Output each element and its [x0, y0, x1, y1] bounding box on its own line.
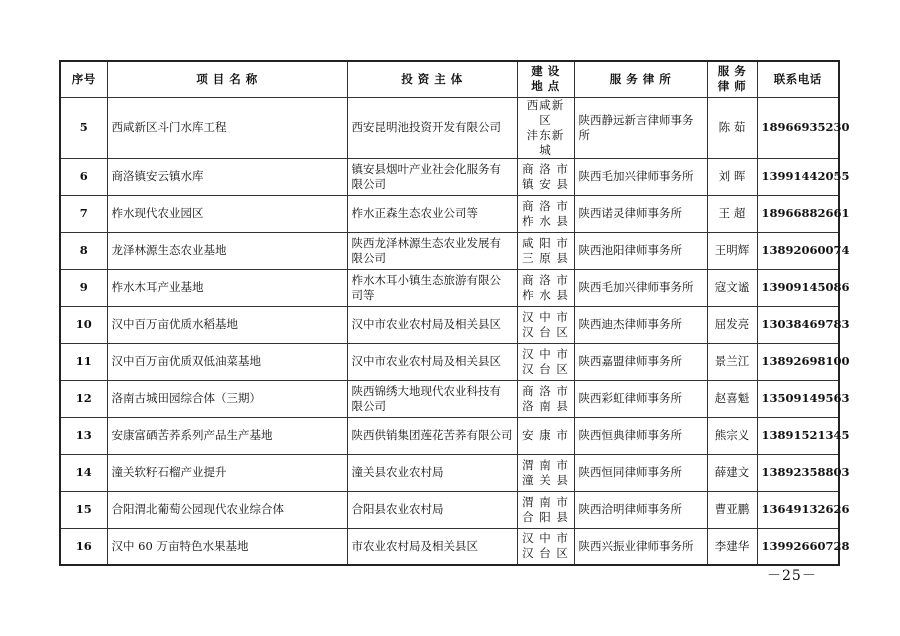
cell-firm — [574, 158, 707, 195]
cell-lawyer: 熊宗义 — [707, 417, 757, 454]
cell-lawyer: 李建华 — [707, 528, 757, 565]
cell-location-line: 安 康 市 — [522, 428, 569, 442]
table-row — [60, 232, 839, 269]
cell-project: 龙泽林源生态农业基地 — [107, 232, 347, 269]
cell-location — [517, 97, 574, 158]
cell-location — [517, 306, 574, 343]
cell-firm — [574, 306, 707, 343]
header-firm: 服 务 律 所 — [574, 61, 707, 97]
cell-firm-line: 陕西静远新言律师事务 — [578, 112, 694, 127]
cell-project: 汉中 60 万亩特色水果基地 — [107, 528, 347, 565]
cell-phone: 18966935230 — [757, 97, 839, 158]
cell-location-line: 汉 台 区 — [522, 361, 569, 376]
cell-investor-line: 合阳县农业农村局 — [351, 502, 444, 516]
cell-location-line: 西咸新区 — [526, 97, 565, 127]
cell-lawyer: 薛建文 — [707, 454, 757, 491]
cell-investor-line: 汉中市农业农村局及相关县区 — [351, 317, 501, 331]
cell-location — [517, 343, 574, 380]
cell-seq: 9 — [60, 269, 107, 306]
cell-investor — [347, 97, 517, 158]
cell-phone: 13649132626 — [757, 491, 839, 528]
cell-investor-line: 镇安县烟叶产业社会化服务有 — [351, 161, 501, 176]
header-lawyer-line: 服 务 — [717, 64, 747, 79]
cell-investor — [347, 491, 517, 528]
table-row — [60, 269, 839, 306]
cell-firm — [574, 232, 707, 269]
cell-phone: 13892358803 — [757, 454, 839, 491]
cell-investor — [347, 158, 517, 195]
header-seq: 序号 — [60, 61, 107, 97]
cell-project: 安康富硒苦荞系列产品生产基地 — [107, 417, 347, 454]
header-lawyer-line: 律 师 — [717, 79, 747, 94]
cell-firm-line: 陕西彩虹律师事务所 — [578, 391, 682, 405]
cell-investor — [347, 306, 517, 343]
cell-lawyer: 景兰江 — [707, 343, 757, 380]
cell-location-line: 汉 中 市 — [522, 531, 569, 546]
header-phone: 联系电话 — [757, 61, 839, 97]
cell-lawyer: 王明辉 — [707, 232, 757, 269]
cell-project: 汉中百万亩优质水稻基地 — [107, 306, 347, 343]
cell-location-line: 洛 南 县 — [522, 398, 569, 413]
cell-location-line: 商 洛 市 — [522, 198, 569, 213]
cell-project: 柞水木耳产业基地 — [107, 269, 347, 306]
cell-location-line: 商 洛 市 — [522, 161, 569, 176]
header-location-line: 地 点 — [531, 79, 560, 94]
cell-investor — [347, 454, 517, 491]
cell-investor-line: 潼关县农业农村局 — [351, 465, 444, 479]
cell-investor-line: 陕西锦绣大地现代农业科技有 — [351, 383, 501, 398]
cell-phone: 13891521345 — [757, 417, 839, 454]
header-investor: 投 资 主 体 — [347, 61, 517, 97]
page-number: －25－ — [767, 568, 817, 584]
cell-location-line: 柞 水 县 — [522, 287, 569, 302]
cell-location-line: 镇 安 县 — [522, 176, 569, 191]
cell-location-line: 汉 台 区 — [522, 546, 569, 561]
cell-location — [517, 417, 574, 454]
cell-investor-line: 陕西龙泽林源生态农业发展有 — [351, 235, 501, 250]
cell-lawyer: 刘 晖 — [707, 158, 757, 195]
cell-firm — [574, 343, 707, 380]
table-row — [60, 343, 839, 380]
cell-firm-line: 陕西恒典律师事务所 — [578, 428, 682, 442]
cell-investor-line: 汉中市农业农村局及相关县区 — [351, 354, 501, 368]
cell-investor-line: 柞水正森生态农业公司等 — [351, 206, 478, 220]
cell-firm — [574, 195, 707, 232]
cell-seq: 12 — [60, 380, 107, 417]
cell-project: 商洛镇安云镇水库 — [107, 158, 347, 195]
cell-seq: 6 — [60, 158, 107, 195]
cell-lawyer: 王 超 — [707, 195, 757, 232]
cell-location — [517, 158, 574, 195]
cell-seq: 15 — [60, 491, 107, 528]
cell-location-line: 合 阳 县 — [522, 509, 569, 524]
cell-firm — [574, 528, 707, 565]
cell-firm — [574, 269, 707, 306]
cell-firm-line: 陕西毛加兴律师事务所 — [578, 280, 694, 294]
cell-location — [517, 380, 574, 417]
cell-investor-line: 柞水木耳小镇生态旅游有限公 — [351, 272, 501, 287]
cell-investor-line: 限公司 — [351, 250, 386, 265]
cell-location-line: 柞 水 县 — [522, 213, 569, 228]
cell-location-line: 潼 关 县 — [522, 472, 569, 487]
cell-firm — [574, 454, 707, 491]
cell-location — [517, 528, 574, 565]
cell-location-line: 咸 阳 市 — [522, 235, 569, 250]
cell-location — [517, 232, 574, 269]
cell-location-line: 汉 中 市 — [522, 346, 569, 361]
cell-firm-line: 陕西毛加兴律师事务所 — [578, 169, 694, 183]
cell-project: 合阳渭北葡萄公园现代农业综合体 — [107, 491, 347, 528]
cell-firm-line: 陕西兴振业律师事务所 — [578, 538, 694, 553]
cell-firm-line: 陕西洽明律师事务所 — [578, 502, 682, 516]
cell-lawyer: 曹亚鹏 — [707, 491, 757, 528]
table-row — [60, 454, 839, 491]
cell-phone: 13509149563 — [757, 380, 839, 417]
cell-seq: 11 — [60, 343, 107, 380]
cell-seq: 8 — [60, 232, 107, 269]
cell-seq: 5 — [60, 97, 107, 158]
cell-investor-line: 市农业农村局及相关县区 — [351, 538, 478, 553]
cell-seq: 7 — [60, 195, 107, 232]
header-lawyer — [707, 61, 757, 97]
cell-firm-line: 陕西恒同律师事务所 — [578, 465, 682, 479]
cell-investor-line: 司等 — [351, 287, 375, 302]
cell-investor — [347, 528, 517, 565]
cell-investor — [347, 417, 517, 454]
cell-project: 柞水现代农业园区 — [107, 195, 347, 232]
cell-phone: 13909145086 — [757, 269, 839, 306]
project-table — [59, 60, 850, 566]
cell-firm — [574, 380, 707, 417]
cell-investor — [347, 232, 517, 269]
cell-phone: 13991442055 — [757, 158, 839, 195]
cell-seq: 13 — [60, 417, 107, 454]
cell-investor — [347, 269, 517, 306]
cell-investor — [347, 195, 517, 232]
cell-investor — [347, 343, 517, 380]
table-body — [60, 97, 850, 565]
table-row — [60, 306, 839, 343]
cell-investor-line: 陕西供销集团莲花苦荞有限公司 — [351, 428, 513, 442]
cell-firm-line: 陕西嘉盟律师事务所 — [578, 354, 682, 368]
cell-firm-line: 所 — [578, 127, 590, 142]
cell-investor-line: 限公司 — [351, 176, 386, 191]
cell-seq: 14 — [60, 454, 107, 491]
cell-project: 汉中百万亩优质双低油菜基地 — [107, 343, 347, 380]
cell-location-line: 渭 南 市 — [522, 457, 569, 472]
table-row — [60, 195, 839, 232]
cell-location-line: 汉 中 市 — [522, 309, 569, 324]
cell-project: 潼关软籽石榴产业提升 — [107, 454, 347, 491]
header-location — [517, 61, 574, 97]
cell-investor-line: 限公司 — [351, 398, 386, 413]
table-row — [60, 491, 839, 528]
cell-seq: 10 — [60, 306, 107, 343]
cell-lawyer: 陈 茹 — [707, 97, 757, 158]
cell-lawyer: 赵喜魁 — [707, 380, 757, 417]
cell-investor — [347, 380, 517, 417]
cell-project: 洛南古城田园综合体（三期） — [107, 380, 347, 417]
cell-location — [517, 454, 574, 491]
cell-location-line: 商 洛 市 — [522, 272, 569, 287]
cell-firm — [574, 491, 707, 528]
cell-phone: 13038469783 — [757, 306, 839, 343]
table-row — [60, 417, 839, 454]
cell-location — [517, 491, 574, 528]
header-location-line: 建 设 — [531, 64, 560, 79]
cell-firm-line: 陕西池阳律师事务所 — [578, 243, 682, 257]
cell-location-line: 三 原 县 — [522, 250, 569, 265]
cell-location-line: 汉 台 区 — [522, 324, 569, 339]
cell-lawyer: 屈发亮 — [707, 306, 757, 343]
cell-firm-line: 陕西诺灵律师事务所 — [578, 206, 682, 220]
cell-investor-line: 西安昆明池投资开发有限公司 — [351, 120, 501, 134]
cell-firm — [574, 417, 707, 454]
table-header-row — [60, 61, 839, 97]
cell-phone: 13992660728 — [757, 528, 839, 565]
table-row — [60, 380, 839, 417]
cell-lawyer: 寇文谧 — [707, 269, 757, 306]
cell-location-line: 沣东新城 — [526, 127, 565, 157]
header-project: 项 目 名 称 — [107, 61, 347, 97]
table-row — [60, 97, 839, 158]
cell-location-line: 商 洛 市 — [522, 383, 569, 398]
table-row — [60, 158, 839, 195]
cell-phone: 18966882661 — [757, 195, 839, 232]
cell-location — [517, 195, 574, 232]
cell-phone: 13892060074 — [757, 232, 839, 269]
cell-seq: 16 — [60, 528, 107, 565]
cell-location — [517, 269, 574, 306]
cell-location-line: 渭 南 市 — [522, 494, 569, 509]
cell-firm — [574, 97, 707, 158]
table-row — [60, 528, 839, 565]
cell-firm-line: 陕西迪杰律师事务所 — [578, 317, 682, 331]
cell-phone: 13892698100 — [757, 343, 839, 380]
cell-project: 西咸新区斗门水库工程 — [107, 97, 347, 158]
